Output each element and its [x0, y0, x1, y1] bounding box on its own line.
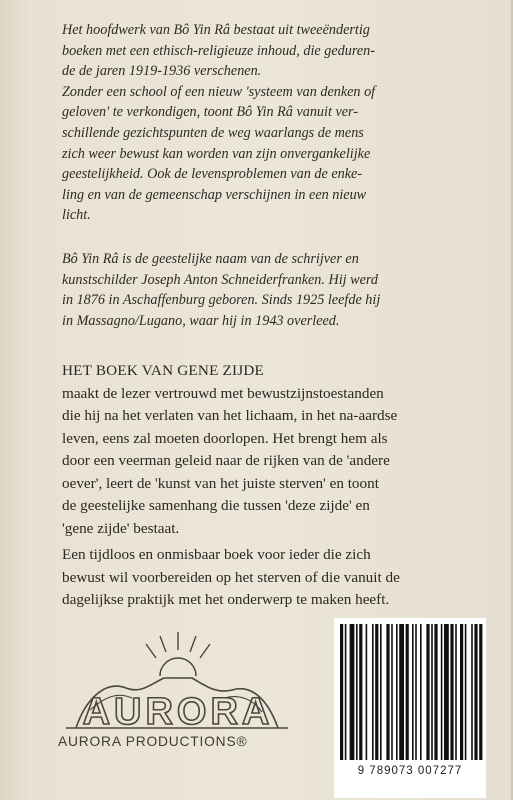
book-title-heading: HET BOEK VAN GENE ZIJDE: [62, 362, 265, 379]
logo-lettering: AURORA: [82, 691, 274, 733]
bio-line: Bô Yin Râ is de geestelijke naam van de schrijver en: [62, 251, 359, 267]
intro-line: zich weer bewust kan worden van zijn onvergankelijke: [62, 145, 371, 162]
intro-text: [62, 20, 472, 226]
description-line: door een veerman geleid naar de rijken van de 'andere: [62, 452, 390, 469]
intro-line: Zonder een school of een nieuw 'systeem van denken of: [62, 83, 376, 100]
intro-line: boeken met een ethisch-religieuze inhoud, die geduren-: [62, 42, 375, 59]
publisher-name: AURORA PRODUCTIONS®: [58, 734, 248, 749]
description-line: dagelijkse praktijk met het onderwerp te maken heeft.: [62, 591, 390, 608]
description-line: de geestelijke samenhang die tussen 'deze zijde' en: [62, 497, 370, 514]
bio-line: in 1876 in Aschaffenburg geboren. Sinds 1925 leefde hij: [62, 292, 381, 309]
description-line: bewust wil voorbereiden op het sterven of die vanuit de: [62, 568, 400, 586]
bio-line: kunstschilder Joseph Anton Schneiderfranken. Hij werd: [62, 271, 379, 288]
intro-line: Het hoofdwerk van Bô Yin Râ bestaat uit tweeëndertig: [62, 22, 370, 38]
description-line: die hij na het verlaten van het lichaam, in het na-aardse: [62, 407, 398, 424]
intro-line: schillende gezichtspunten de weg waarlangs de mens: [62, 124, 364, 141]
author-bio: [62, 249, 472, 331]
bio-line: in Massagno/Lugano, waar hij in 1943 overleed.: [62, 312, 340, 329]
intro-line: geloven' te verkondigen, toont Bô Yin Râ vanuit ver-: [62, 104, 359, 121]
description-line: maakt de lezer vertrouwd met bewustzijnstoestanden: [62, 384, 384, 402]
intro-line: licht.: [62, 207, 91, 224]
book-description: [62, 360, 472, 612]
description-line: 'gene zijde' bestaat.: [62, 519, 180, 537]
intro-line: geestelijkheid. Ook de levensproblemen van de enke-: [62, 166, 363, 183]
intro-line: ling en van de gemeenschap verschijnen in een nieuw: [62, 186, 367, 203]
description-line: oever', leert de 'kunst van het juiste sterven' en toont: [62, 474, 379, 492]
description-line: Een tijdloos en onmisbaar boek voor ieder die zich: [62, 546, 371, 563]
isbn-number: 9 789073 007277: [357, 765, 463, 777]
description-line: leven, eens zal moeten doorlopen. Het brengt hem als: [62, 429, 388, 447]
intro-line: de de jaren 1919-1936 verschenen.: [62, 63, 262, 80]
